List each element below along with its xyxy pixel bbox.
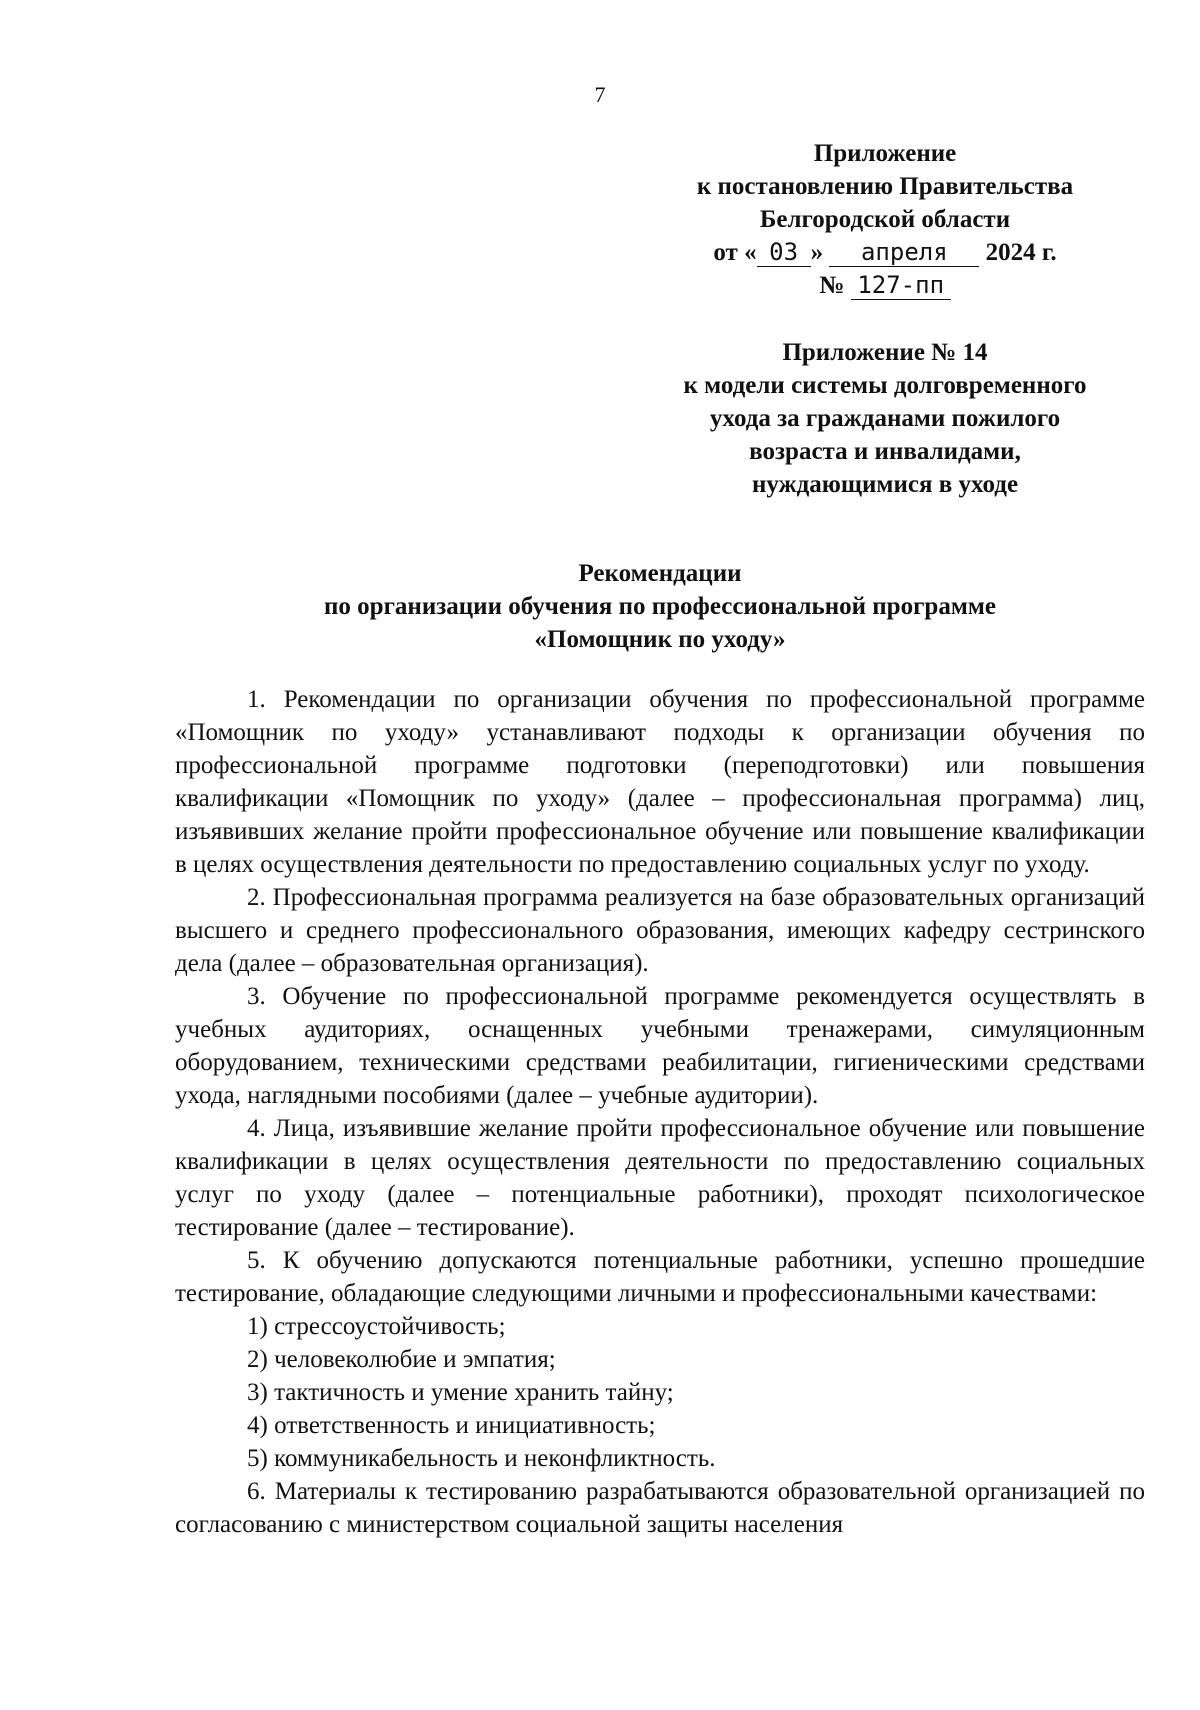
quality-item: 4) ответственность и инициативность; bbox=[247, 1412, 656, 1439]
appendix-14-line: нуждающимися в уходе bbox=[751, 471, 1019, 498]
appendix-14-line: к модели системы долговременного bbox=[683, 372, 1087, 399]
date-month-field: апреля bbox=[829, 238, 979, 267]
date-year: 2024 г. bbox=[985, 239, 1057, 266]
paragraph-1: 1. Рекомендации по организации обучения по профессиональной программе «Помощник по уходу» устанавливают подходы к организации обучения по профессиональной программе подготовки (переподготовки) или повышения квалификации «Помощник по уходу» (далее – профессиональная программа) лиц, изъявивших желание пройти профессиональное обучение или повышение квалификации в целях осуществления деятельности по предоставлению социальных услуг по уходу. bbox=[175, 686, 1145, 878]
appendix-14-line: Приложение № 14 bbox=[782, 339, 988, 366]
date-mid: » bbox=[810, 239, 824, 266]
appendix-line-2: к постановлению Правительства bbox=[696, 173, 1074, 200]
paragraph-4: 4. Лица, изъявившие желание пройти профессиональное обучение или повышение квалификации в целях осуществления деятельности по предоставлению социальных услуг по уходу (далее – потенциальные работники), проходят психологическое тестирование (далее – тестирование). bbox=[175, 1115, 1145, 1241]
paragraph-3: 3. Обучение по профессиональной программе рекомендуется осуществлять в учебных аудиториях, оснащенных учебными тренажерами, симуляционным оборудованием, техническими средствами реабилитации, гигиеническими средствами ухода, наглядными пособиями (далее – учебные аудитории). bbox=[175, 983, 1145, 1109]
appendix-14-line: ухода за гражданами пожилого bbox=[709, 405, 1061, 432]
title-line: по организации обучения по профессиональной программе bbox=[324, 593, 996, 620]
page-number: 7 bbox=[594, 82, 606, 107]
paragraph-2: 2. Профессиональная программа реализуется на базе образовательных организаций высшего и среднего профессионального образования, имеющих кафедру сестринского дела (далее – образовательная организация). bbox=[175, 884, 1145, 977]
document-body bbox=[175, 683, 1145, 1541]
appendix-14-line: возраста и инвалидами, bbox=[749, 438, 1021, 465]
title-line: «Помощник по уходу» bbox=[534, 626, 786, 653]
paragraph-6: 6. Материалы к тестированию разрабатываются образовательной организацией по согласованию с министерством социальной защиты населения bbox=[175, 1478, 1145, 1538]
quality-item: 5) коммуникабельность и неконфликтность. bbox=[247, 1445, 716, 1472]
date-prefix: от « bbox=[713, 239, 757, 266]
quality-item: 3) тактичность и умение хранить тайну; bbox=[247, 1379, 674, 1406]
quality-item: 1) стрессоустойчивость; bbox=[247, 1313, 506, 1340]
title-line: Рекомендации bbox=[578, 560, 742, 587]
number-field: 127-пп bbox=[851, 271, 951, 300]
paragraph-5: 5. К обучению допускаются потенциальные работники, успешно прошедшие тестирование, обладающие следующими личными и профессиональными качествами: bbox=[175, 1247, 1145, 1307]
number-prefix: № bbox=[819, 272, 845, 299]
appendix-number-line bbox=[640, 269, 1130, 302]
appendix-header bbox=[640, 137, 1130, 302]
date-day-field: 03 bbox=[757, 238, 811, 267]
appendix-14-header bbox=[640, 336, 1130, 501]
appendix-line-3: Белгородской области bbox=[759, 206, 1011, 233]
appendix-title: Приложение bbox=[813, 140, 957, 167]
appendix-date-line bbox=[640, 236, 1130, 269]
quality-item: 2) человеколюбие и эмпатия; bbox=[247, 1346, 556, 1373]
document-title bbox=[0, 557, 1200, 656]
